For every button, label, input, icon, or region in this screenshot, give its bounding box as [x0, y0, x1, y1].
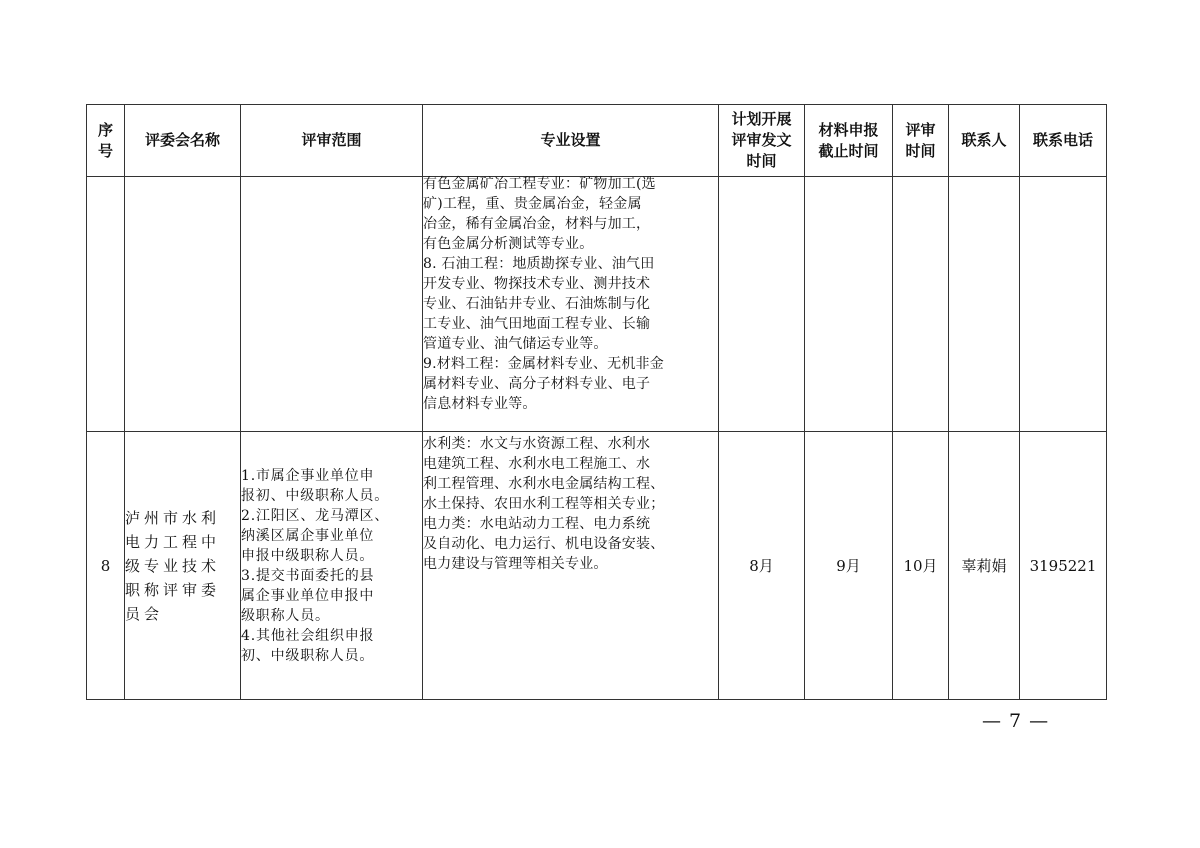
cell-plan-date: [719, 177, 805, 432]
committee-text: [125, 506, 240, 626]
cell-phone: [1020, 177, 1107, 432]
cell-deadline: [805, 177, 893, 432]
text-line: 9.材料工程：金属材料专业、无机非金: [423, 356, 664, 372]
text-line: 泸州市水利: [125, 508, 221, 527]
header-specialty: 专业设置: [423, 105, 719, 177]
text-line: 职称评审委: [125, 580, 221, 599]
header-index: 序号: [87, 105, 125, 177]
cell-scope: [241, 432, 423, 700]
text-line: 2.江阳区、龙马潭区、: [241, 507, 390, 524]
text-line: 电力建设与管理等相关专业。: [423, 556, 608, 572]
text-line: 信息材料专业等。: [423, 396, 537, 412]
text-line: 电力类：水电站动力工程、电力系统: [423, 516, 651, 532]
cell-review-time: [893, 177, 949, 432]
header-plan-date: 计划开展评审发文时间: [719, 105, 805, 177]
text-line: 工专业、油气田地面工程专业、长输: [423, 316, 651, 332]
text-line: 属材料专业、高分子材料专业、电子: [423, 376, 651, 392]
cell-review-time: 10月: [893, 432, 949, 700]
cell-committee: [125, 432, 241, 700]
cell-specialty: [423, 177, 719, 432]
specialty-text: [423, 434, 718, 574]
cell-specialty: [423, 432, 719, 700]
text-line: 申报中级职称人员。: [241, 547, 375, 564]
text-line: 属企事业单位申报中: [241, 587, 375, 604]
evaluation-committee-table: [86, 104, 1107, 700]
text-line: 有色金属分析测试等专业。: [423, 236, 594, 252]
header-phone: 联系电话: [1020, 105, 1107, 177]
text-line: 3.提交书面委托的县: [241, 567, 375, 584]
specialty-text: [423, 174, 718, 414]
text-line: 级职称人员。: [241, 607, 330, 624]
text-line: 纳溪区属企事业单位: [241, 527, 375, 544]
text-line: 报初、中级职称人员。: [241, 487, 389, 504]
cell-index: [87, 177, 125, 432]
text-line: 水土保持、农田水利工程等相关专业；: [423, 496, 665, 512]
cell-contact: 辜莉娟: [949, 432, 1020, 700]
page-number: — 7 —: [982, 710, 1050, 732]
header-review-time: 评审时间: [893, 105, 949, 177]
text-line: 电力工程中: [125, 532, 221, 551]
table-row-8: [87, 432, 1107, 700]
text-line: 1.市属企事业单位申: [241, 467, 375, 484]
header-contact: 联系人: [949, 105, 1020, 177]
text-line: 专业、石油钻井专业、石油炼制与化: [423, 296, 651, 312]
text-line: 矿)工程，重、贵金属冶金，轻金属: [423, 196, 642, 212]
cell-phone: 3195221: [1020, 432, 1107, 700]
text-line: 初、中级职称人员。: [241, 647, 375, 664]
text-line: 冶金，稀有金属冶金，材料与加工，: [423, 216, 651, 232]
cell-index: 8: [87, 432, 125, 700]
text-line: 电建筑工程、水利水电工程施工、水: [423, 456, 651, 472]
text-line: 8. 石油工程：地质勘探专业、油气田: [423, 256, 655, 272]
text-line: 管道专业、油气储运专业等。: [423, 336, 608, 352]
cell-contact: [949, 177, 1020, 432]
cell-deadline: 9月: [805, 432, 893, 700]
header-deadline: 材料申报截止时间: [805, 105, 893, 177]
cell-committee: [125, 177, 241, 432]
table-row-continued: [87, 177, 1107, 432]
text-line: 有色金属矿冶工程专业：矿物加工(选: [423, 176, 656, 192]
text-line: 级专业技术: [125, 556, 221, 575]
text-line: 及自动化、电力运行、机电设备安装、: [423, 536, 665, 552]
text-line: 水利类：水文与水资源工程、水利水: [423, 436, 651, 452]
scope-text: [241, 466, 422, 666]
table-header-row: [87, 105, 1107, 177]
text-line: 员会: [125, 604, 164, 623]
header-scope: 评审范围: [241, 105, 423, 177]
cell-scope: [241, 177, 423, 432]
text-line: 4.其他社会组织申报: [241, 627, 375, 644]
cell-plan-date: 8月: [719, 432, 805, 700]
header-committee: 评委会名称: [125, 105, 241, 177]
text-line: 利工程管理、水利水电金属结构工程、: [423, 476, 665, 492]
text-line: 开发专业、物探技术专业、测井技术: [423, 276, 651, 292]
